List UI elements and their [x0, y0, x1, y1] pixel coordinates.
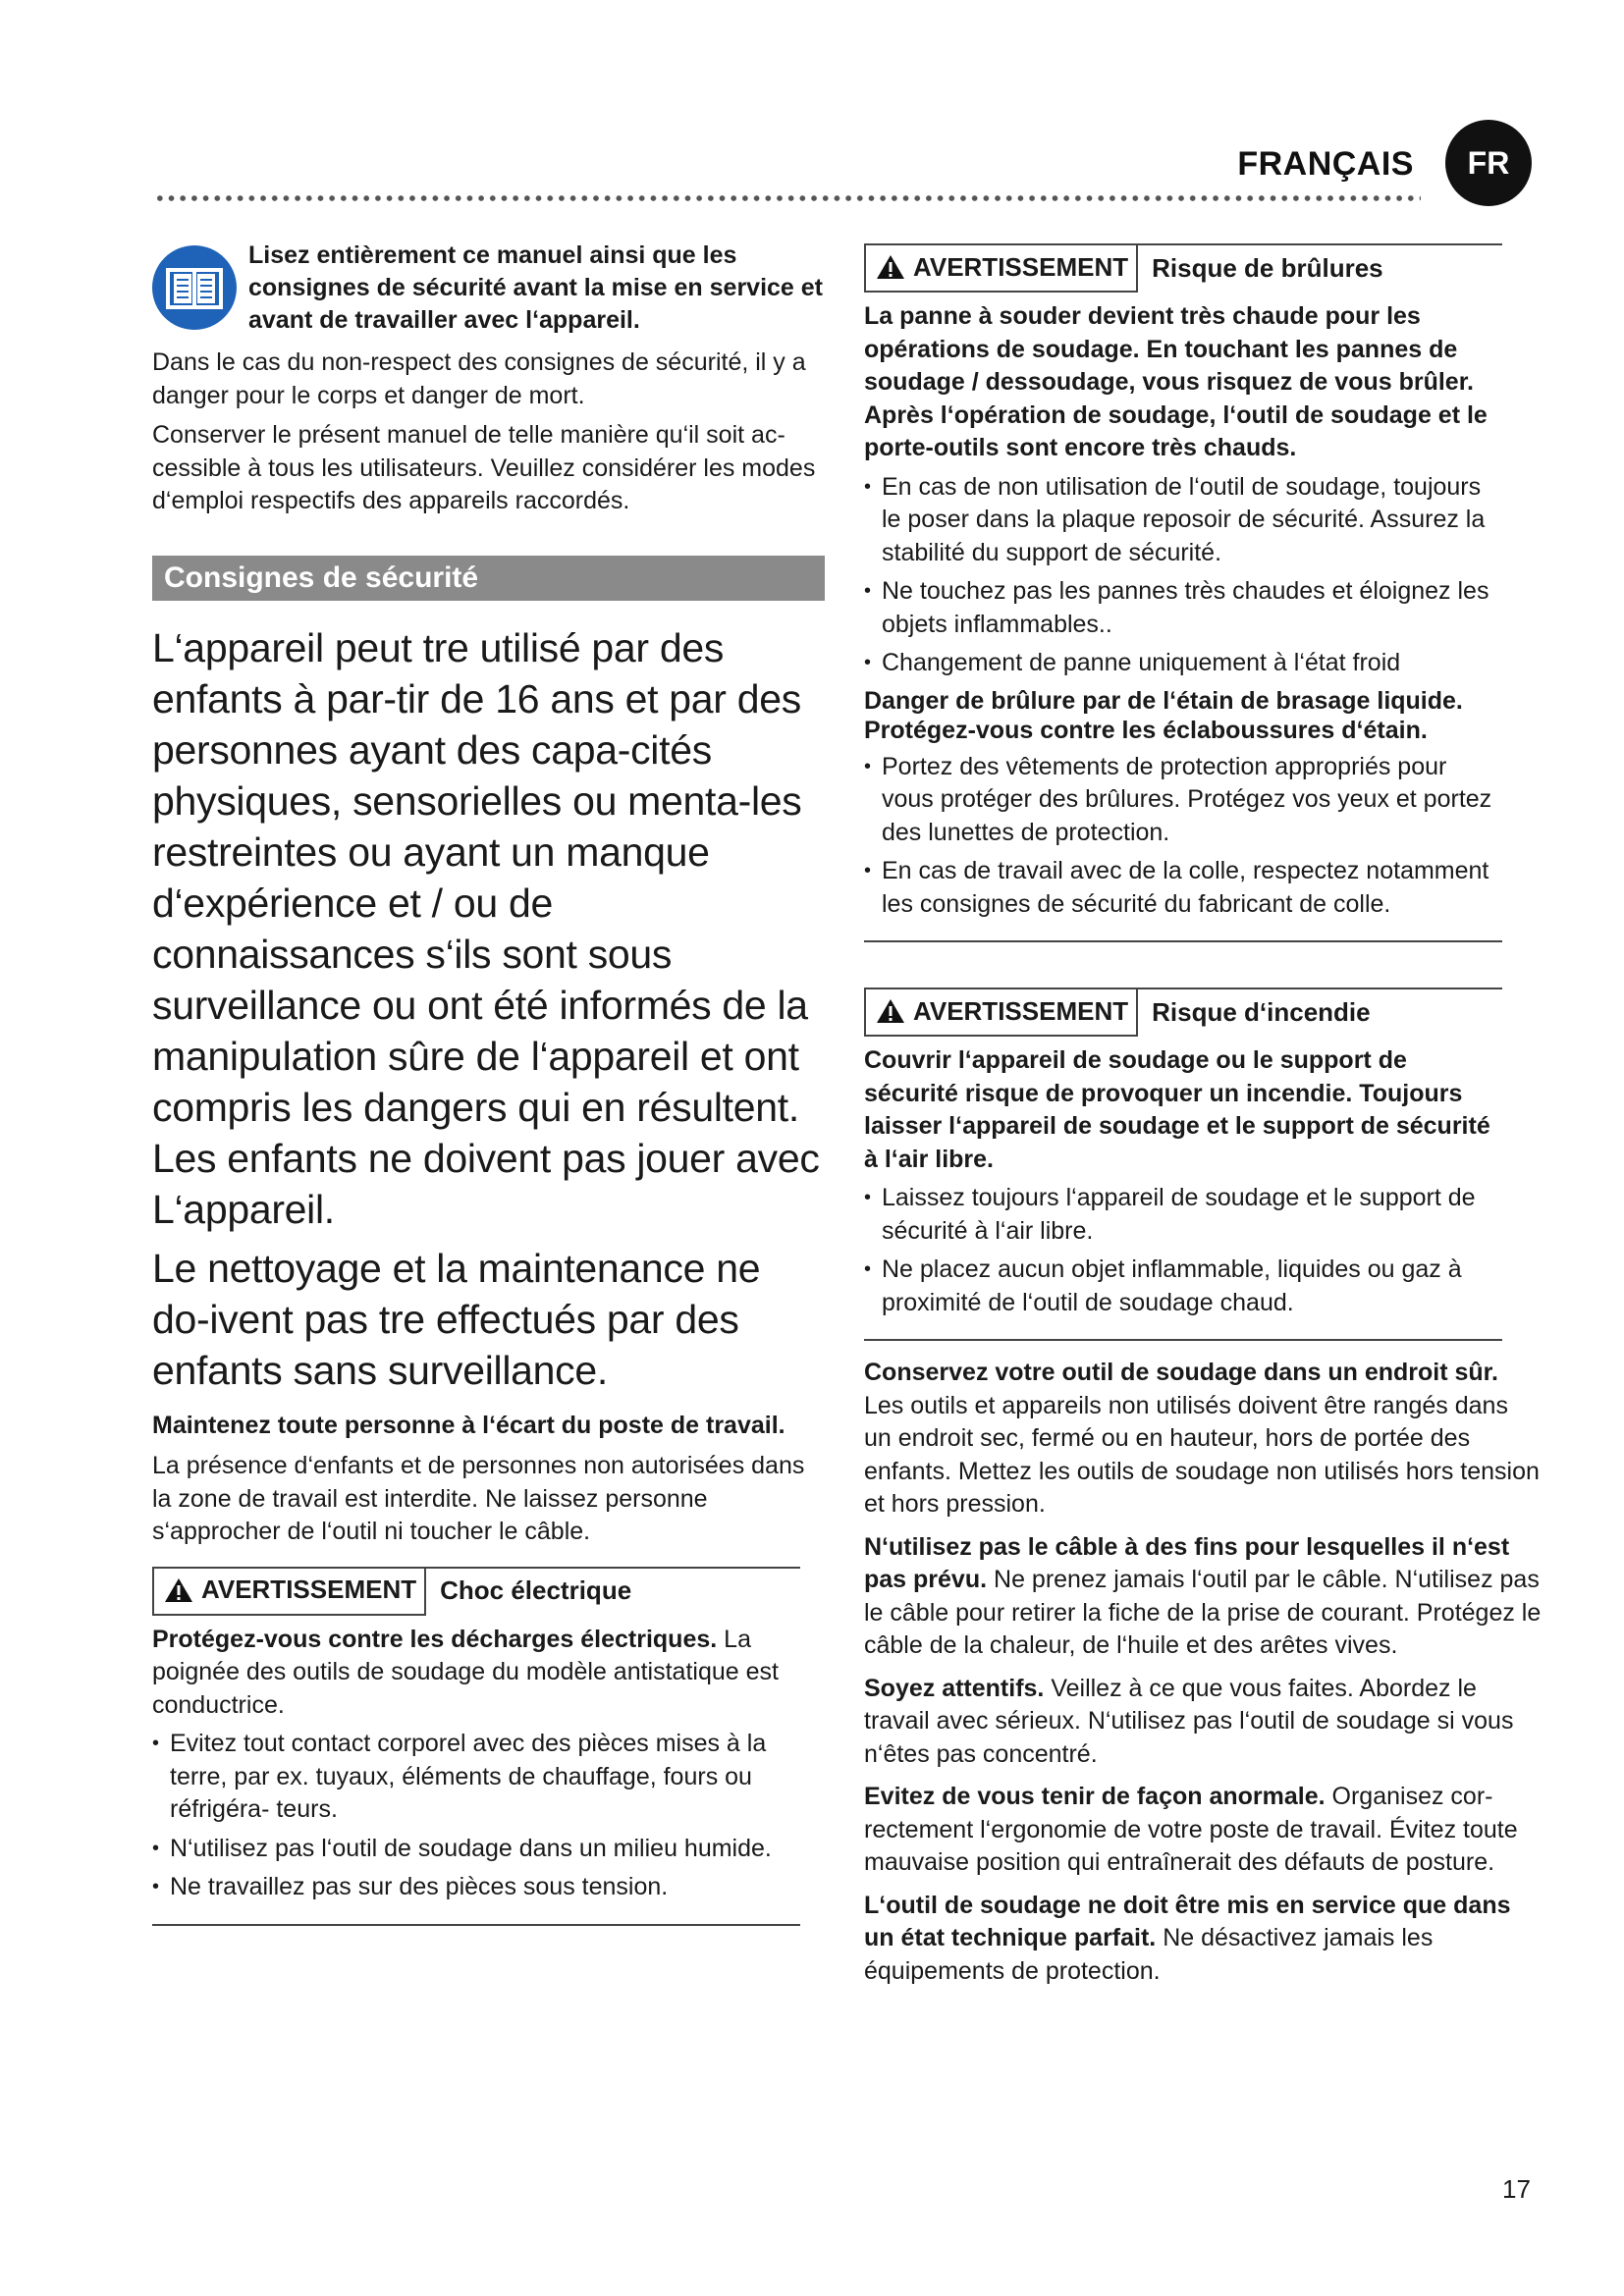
intro-bold-text: Lisez entièrement ce manuel ainsi que les consignes de sécurité avant la mise en service et avant de travailler avec l‘appareil. — [248, 241, 824, 334]
electric-lead — [152, 1624, 800, 1723]
technical-paragraph — [864, 1890, 1542, 1989]
right-column — [864, 243, 1542, 1988]
page-number: 17 — [1502, 2174, 1531, 2204]
list-item: • Changement de panne uniquement à l‘état froid — [864, 647, 1502, 680]
fire-bullet-list — [864, 1182, 1502, 1319]
warning-triangle-icon — [876, 254, 905, 280]
warning-risk-title: Risque de brûlures — [1152, 252, 1383, 283]
technical-heading: L‘outil de soudage ne doit être mis en service que dans un état technique parfait. — [864, 1891, 1511, 1951]
cable-heading: N‘utilisez pas le câble à des fins pour lesquelles il n‘est pas prévu. — [864, 1532, 1510, 1593]
list-item: • Portez des vêtements de protection appropriés pour vous protéger des brûlures. Protégez vos yeux et portez des lunettes de protection. — [864, 751, 1502, 850]
list-item: • Ne placez aucun objet inflammable, liquides ou gaz à proximité de l‘outil de soudage chaud. — [864, 1254, 1502, 1319]
keep-away-text: La présence d‘enfants et de personnes non autorisées dans la zone de travail est interdite. Ne laissez personne s‘approcher de l‘outil ni toucher le câble. — [152, 1452, 805, 1545]
warning-risk-title: Risque d‘incendie — [1152, 996, 1371, 1027]
intro-paragraph-1: Dans le cas du non-respect des consignes de sécurité, il y a danger pour le corps et danger de mort. — [152, 348, 806, 409]
warning-header — [864, 988, 1502, 1037]
attentive-text: Veillez à ce que vous faites. Abordez le travail avec sérieux. N‘utilisez pas l‘outil de soudage si vous n‘êtes pas concentré. — [864, 1674, 1514, 1768]
warning-header — [152, 1567, 800, 1616]
warning-electric-shock — [152, 1567, 800, 1926]
keep-away-heading: Maintenez toute personne à l‘écart du poste de travail. — [152, 1411, 785, 1439]
cable-paragraph — [864, 1531, 1551, 1663]
posture-heading: Evitez de vous tenir de façon anormale. — [864, 1783, 1326, 1810]
list-item: • En cas de travail avec de la colle, respectez notamment les consignes de sécurité du fabricant de colle. — [864, 855, 1502, 921]
warning-label-text: AVERTISSEMENT — [913, 995, 1129, 1026]
page-header — [147, 120, 1532, 198]
warning-label — [864, 243, 1138, 293]
language-title: FRANÇAIS — [1237, 145, 1414, 183]
list-item: • Laissez toujours l‘appareil de soudage et le support de sécurité à l‘air libre. — [864, 1182, 1502, 1248]
store-heading: Conservez votre outil de soudage dans un endroit sûr. — [864, 1359, 1498, 1386]
fire-lead: Couvrir l‘appareil de soudage ou le support de sécurité risque de provoquer un incendie. Toujours laisser l‘appareil de soudage et le support de sécurité à l‘air libre. — [864, 1046, 1490, 1173]
technical-text: Ne désactivez jamais les équipements de protection. — [864, 1924, 1434, 1985]
warning-burn — [864, 243, 1502, 942]
manual-book-icon — [152, 245, 237, 330]
burn-lead: La panne à souder devient très chaude pour les opérations de soudage. En touchant les pannes de soudage / dessoudage, vous risquez de vous brûler. Après l‘opération de soudage, l‘outil de soudage et le porte-outils sont encore très chauds. — [864, 302, 1488, 461]
burn-lead-2: Danger de brûlure par de l‘étain de brasage liquide. Protégez-vous contre les éclaboussures d‘étain. — [864, 686, 1463, 744]
list-item: • En cas de non utilisation de l‘outil de soudage, toujours le poser dans la plaque reposoir de sécurité. Assurez la stabilité du support de sécurité. — [864, 471, 1502, 570]
electric-lead-bold: Protégez-vous contre les décharges électriques. — [152, 1625, 718, 1653]
burn-bullet-list-1 — [864, 471, 1502, 680]
warning-triangle-icon — [164, 1577, 193, 1603]
list-item: • Evitez tout contact corporel avec des pièces mises à la terre, par ex. tuyaux, éléments de chauffage, fours ou réfrigéra- teurs. — [152, 1728, 800, 1827]
intro-block — [152, 236, 825, 337]
cable-text: Ne prenez jamais l‘outil par le câble. N‘utilisez pas le câble pour retirer la fiche de la prise de courant. Protégez le câble de la chaleur, de l‘huile et des arêtes vives. — [864, 1566, 1542, 1659]
language-badge: FR — [1445, 120, 1532, 206]
warning-label-text: AVERTISSEMENT — [913, 251, 1129, 282]
electric-bullet-list — [152, 1728, 800, 1904]
left-column — [152, 236, 825, 1926]
dotted-divider — [154, 194, 1421, 202]
store-paragraph — [864, 1357, 1542, 1522]
warning-label — [152, 1567, 426, 1616]
list-item: • Ne travaillez pas sur des pièces sous tension. — [152, 1871, 800, 1904]
attentive-paragraph — [864, 1673, 1542, 1772]
children-usage-paragraph: L‘appareil peut tre utilisé par des enfants à par-tir de 16 ans et par des personnes ayant des capa-cités physiques, sensorielles ou menta-les restreintes ou ayant un manque d‘expérience et / ou de connaissances s‘ils sont sous surveillance ou ont été informés de la manipulation sûre de l‘appareil et ont compris les dangers qui en résultent. Les enfants ne doivent pas jouer avec L‘appareil. — [152, 624, 820, 1232]
warning-label — [864, 988, 1138, 1037]
cleaning-paragraph: Le nettoyage et la maintenance ne do-ivent pas tre effectués par des enfants sans surveillance. — [152, 1245, 761, 1393]
list-item: • N‘utilisez pas l‘outil de soudage dans un milieu humide. — [152, 1833, 800, 1866]
electric-lead-rest: La poignée des outils de soudage du modèle antistatique est conductrice. — [152, 1625, 779, 1719]
warning-risk-title: Choc électrique — [440, 1575, 632, 1605]
warning-header — [864, 243, 1502, 293]
list-item: • Ne touchez pas les pannes très chaudes et éloignez les objets inflammables.. — [864, 575, 1502, 641]
warning-label-text: AVERTISSEMENT — [201, 1575, 417, 1604]
posture-paragraph — [864, 1781, 1542, 1880]
posture-text: Organisez cor-rectement l‘ergonomie de votre poste de travail. Évitez toute mauvaise position qui entraînerait des défauts de posture. — [864, 1783, 1518, 1876]
burn-bullet-list-2 — [864, 751, 1502, 922]
warning-fire — [864, 988, 1502, 1341]
attentive-heading: Soyez attentifs. — [864, 1674, 1045, 1702]
intro-paragraph-2: Conserver le présent manuel de telle manière qu‘il soit ac-cessible à tous les utilisateurs. Veuillez considérer les modes d‘emploi respectifs des appareils raccordés. — [152, 421, 816, 514]
warning-triangle-icon — [876, 998, 905, 1024]
section-title-bar: Consignes de sécurité — [152, 556, 825, 601]
store-text: Les outils et appareils non utilisés doivent être rangés dans un endroit sec, fermé ou en hauteur, hors de portée des enfants. Mettez les outils de soudage non utilisés hors tension et hors pression. — [864, 1391, 1540, 1518]
